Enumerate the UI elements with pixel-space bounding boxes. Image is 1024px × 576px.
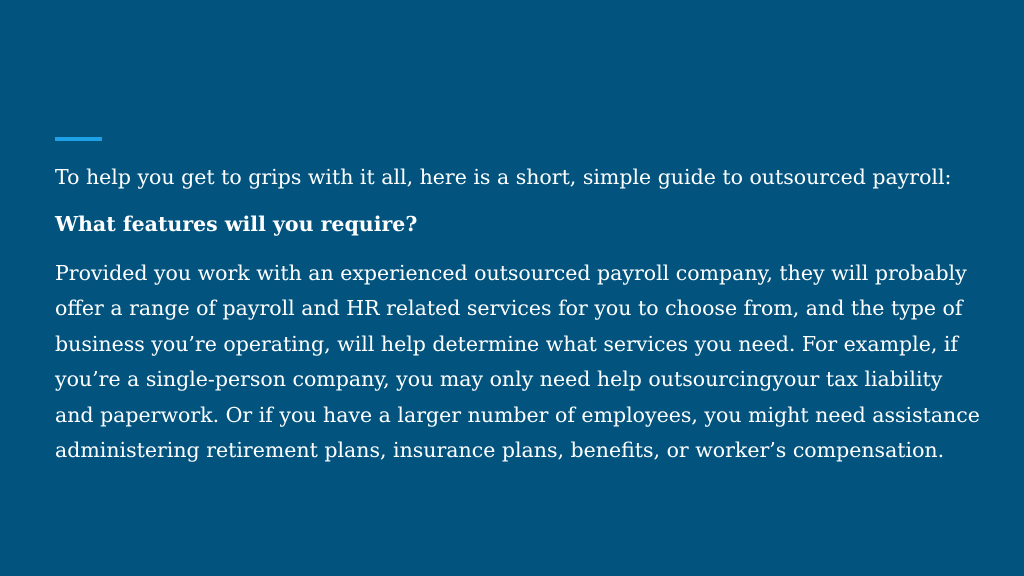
- intro-paragraph: To help you get to grips with it all, here is a short, simple guide to outsourced payroll:: [55, 165, 952, 189]
- section-heading: What features will you require?: [55, 212, 418, 236]
- body-paragraph: Provided you work with an experienced outsourced payroll company, they will probably offer a range of payroll and HR related services for you to choose from, and the type of business you’re operating, will help determine what services you need. For example, if you’re a single-person company, you may only need help outsourcingyour tax liability and paperwork. Or if you have a larger number of employees, you might need assistance administering retirement plans, insurance plans, benefits, or worker’s compensation.: [55, 261, 980, 463]
- accent-bar: [55, 137, 102, 141]
- slide-content: [55, 160, 985, 468]
